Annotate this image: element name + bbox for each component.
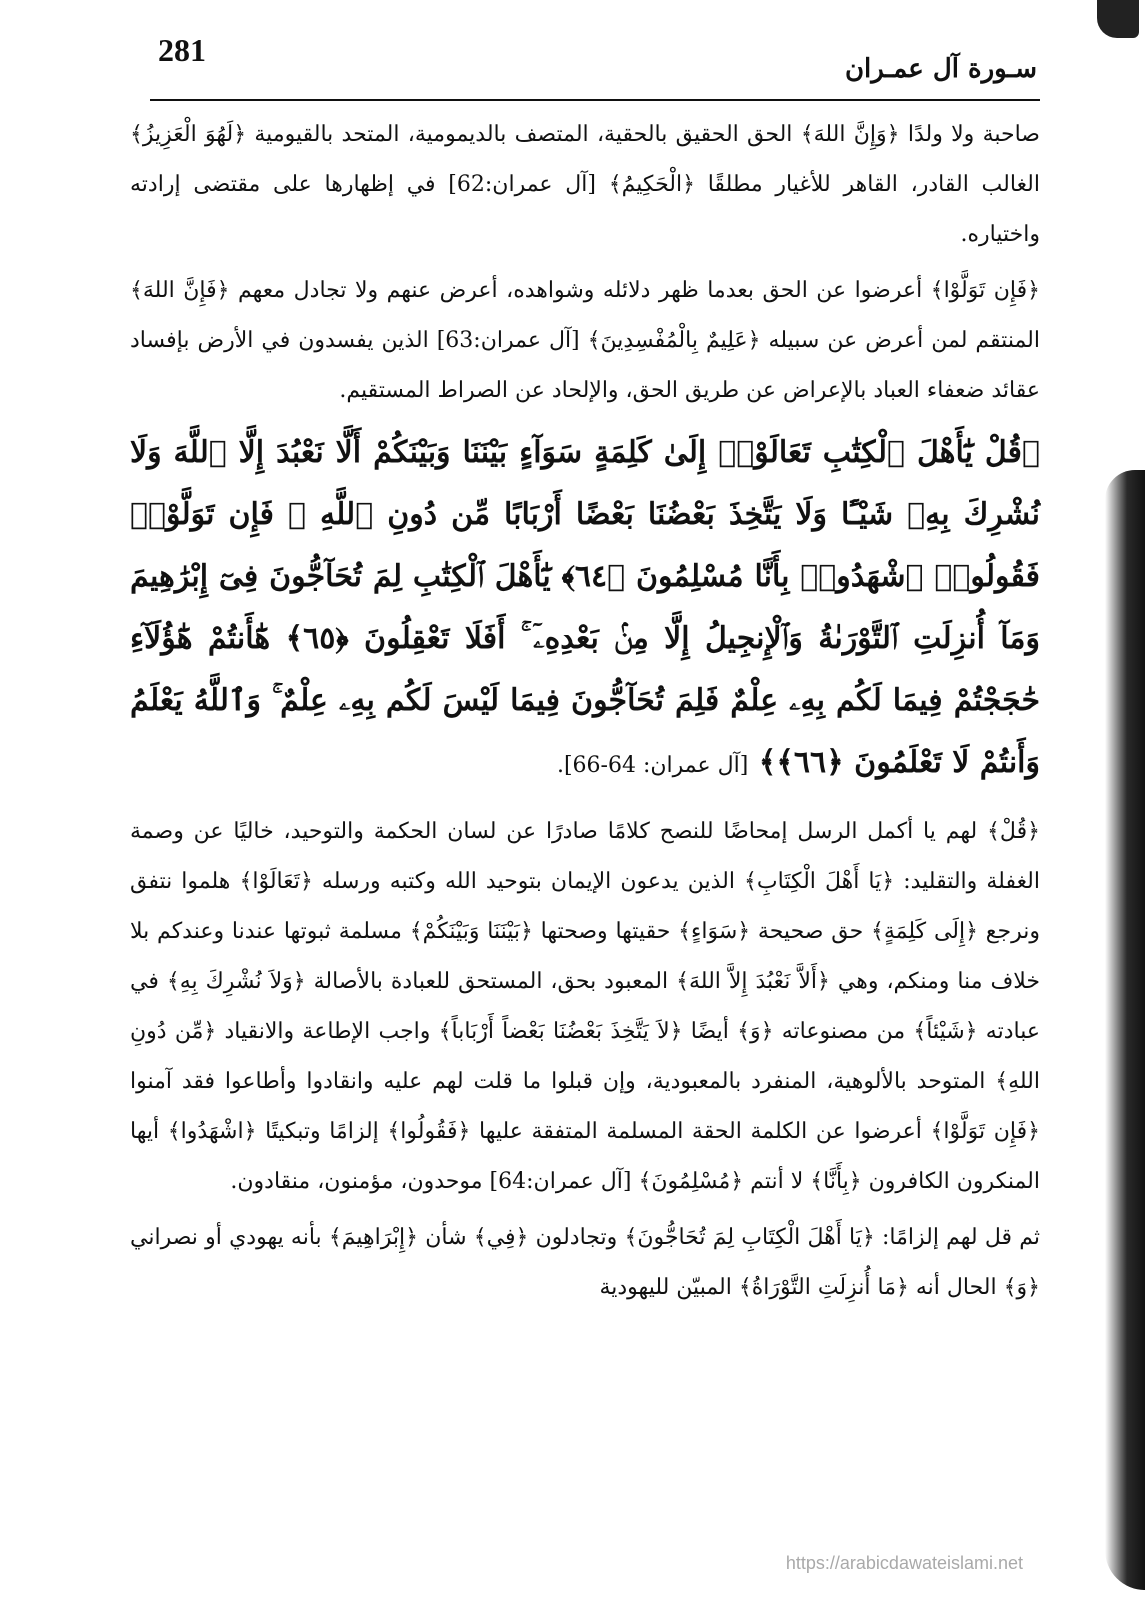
paragraph: صاحبة ولا ولدًا ﴿وَإِنَّ اللهَ﴾ الحق الحقيق بالحقية، المتصف بالديمومية، المتحد بالقيومية ﴿لَهُوَ الْعَزِيزُ﴾ الغالب القادر، القاهر للأغيار مطلقًا ﴿الْحَكِيمُ﴾ [آل عمران:62] في إظهارها على مقتضى إرادته واختياره. <box>130 122 1040 247</box>
paragraph: ﴿فَإِن تَوَلَّوْا﴾ أعرضوا عن الحق بعدما ظهر دلائله وشواهده، أعرض عنهم ولا تجادل معهم ﴿فَإِنَّ اللهَ﴾ المنتقم لمن أعرض عن سبيله ﴿عَلِيمٌ بِالْمُفْسِدِينَ﴾ [آل عمران:63] الذين يفسدون في الأرض بإفساد عقائد ضعفاء العباد بالإعراض عن طريق الحق، والإلحاد عن الصراط المستقيم. <box>130 278 1040 403</box>
page-number: 281 <box>158 32 206 68</box>
surah-title: سـورة آل عمـران <box>844 54 1037 84</box>
commentary-paragraph: ﴿قُلْ﴾ لهم يا أكمل الرسل إمحاضًا للنصح كلامًا صادرًا عن لسان الحكمة والتوحيد، خاليًا عن وصمة الغفلة والتقليد: ﴿يَا أَهْلَ الْكِتَابِ﴾ الذين يدعون الإيمان بتوحيد الله وكتبه ورسله ﴿تَعَالَوْا﴾ هلموا نتفق ونرجع ﴿إِلَى كَلِمَةٍ﴾ حق صحيحة ﴿سَوَاءٍ﴾ حقيتها وصحتها ﴿بَيْنَنَا وَبَيْنَكُمْ﴾ مسلمة ثبوتها عندنا وعندكم بلا خلاف منا ومنكم، وهي ﴿أَلاَّ نَعْبُدَ إِلاَّ اللهَ﴾ المعبود بحق، المستحق للعبادة بالأصالة ﴿وَلاَ نُشْرِكَ بِهِ﴾ في عبادته ﴿شَيْئاً﴾ من مصنوعاته ﴿وَ﴾ أيضًا ﴿لاَ يَتَّخِذَ بَعْضُنَا بَعْضاً أَرْبَاباً﴾ واجب الإطاعة والانقياد ﴿مِّن دُونِ اللهِ﴾ المتوحد بالألوهية، المنفرد بالمعبودية، وإن قبلوا ما قلت لهم عليه وانقادوا وأطاعوا فقد آمنوا ﴿فَإِن تَوَلَّوْا﴾ أعرضوا عن الكلمة الحقة المسلمة المتفقة عليها ﴿فَقُولُوا﴾ إلزامًا وتبكيتًا ﴿اشْهَدُوا﴾ أيها المنكرون الكافرون ﴿بِأَنَّا﴾ لا أنتم ﴿مُسْلِمُونَ﴾ [آل عمران:64] موحدون، مؤمنون، منقادون. <box>130 819 1040 1194</box>
verse-reference: [آل عمران: 64-66]. <box>556 753 749 778</box>
page-body <box>130 110 1040 1319</box>
scan-artifact <box>1097 0 1139 38</box>
verse-text: ﴿قُلْ يَٰٓأَهْلَ ٱلْكِتَٰبِ تَعَالَوْا۟ إِلَىٰ كَلِمَةٍ سَوَآءٍ بَيْنَنَا وَبَيْنَكُمْ أَلَّا نَعْبُدَ إِلَّا ٱللَّهَ وَلَا نُشْرِكَ بِهِۦ شَيْـًٔا وَلَا يَتَّخِذَ بَعْضُنَا بَعْضًا أَرْبَابًا مِّن دُونِ ٱللَّهِ ۚ فَإِن تَوَلَّوْا۟ فَقُولُوا۟ ٱشْهَدُوا۟ بِأَنَّا مُسْلِمُونَ ﴿٦٤﴾ يَٰٓأَهْلَ ٱلْكِتَٰبِ لِمَ تُحَآجُّونَ فِىٓ إِبْرَٰهِيمَ وَمَآ أُنزِلَتِ ٱلتَّوْرَىٰةُ وَٱلْإِنجِيلُ إِلَّا مِنۢ بَعْدِهِۦٓ ۚ أَفَلَا تَعْقِلُونَ ﴿٦٥﴾ هَٰٓأَنتُمْ هَٰٓؤُلَآءِ حَٰجَجْتُمْ فِيمَا لَكُم بِهِۦ عِلْمٌ فَلِمَ تُحَآجُّونَ فِيمَا لَيْسَ لَكُم بِهِۦ عِلْمٌ ۚ وَٱللَّهُ يَعْلَمُ وَأَنتُمْ لَا تَعْلَمُونَ ﴿٦٦﴾﴾ <box>130 435 1040 780</box>
watermark-url: https://arabicdawateislami.net <box>785 1553 1023 1573</box>
commentary-paragraph: ثم قل لهم إلزامًا: ﴿يَا أَهْلَ الْكِتَابِ لِمَ تُحَاجُّونَ﴾ وتجادلون ﴿فِي﴾ شأن ﴿إِبْرَاهِيمَ﴾ بأنه يهودي أو نصراني ﴿وَ﴾ الحال أنه ﴿مَا أُنزِلَتِ التَّوْرَاةُ﴾ المبيّن لليهودية <box>130 1225 1040 1300</box>
scan-edge-shadow <box>1105 470 1145 1590</box>
quran-verse-block <box>130 422 1040 797</box>
header-divider <box>150 99 1040 101</box>
